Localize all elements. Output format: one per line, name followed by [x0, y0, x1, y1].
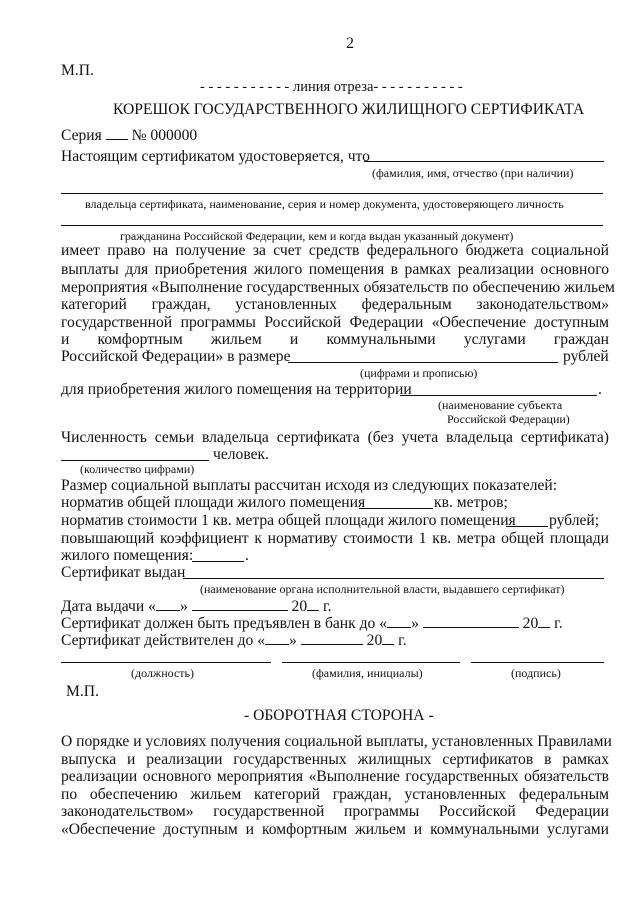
bank-year-field[interactable] — [538, 613, 550, 628]
year-suffix: г. — [323, 598, 332, 615]
issue-month-field[interactable] — [192, 596, 288, 611]
norm-area-field[interactable] — [359, 508, 433, 509]
norm-area-prefix: норматив общей площади жилого помещения — [61, 494, 366, 511]
year-prefix: 20 — [366, 632, 383, 649]
coef-field[interactable] — [192, 561, 244, 562]
year-prefix: 20 — [291, 598, 308, 615]
valid-year-field[interactable] — [382, 630, 394, 645]
year-prefix: 20 — [522, 615, 539, 632]
fio-field[interactable] — [364, 161, 604, 162]
owner-field[interactable] — [61, 193, 603, 194]
body-line: и комфортным жильем и коммунальными услугами граждан — [61, 331, 609, 348]
coef-prefix: жилого помещения: — [61, 547, 194, 564]
hint-quantity: (количество цифрами) — [80, 462, 195, 476]
body-line: мероприятия «Выполнение государственных обязательств по обеспечению жильем — [61, 279, 615, 296]
reverse-title: - ОБОРОТНАЯ СТОРОНА - — [244, 707, 434, 724]
issue-date-label: Дата выдачи « — [61, 598, 156, 615]
bank-day-field[interactable] — [387, 613, 411, 628]
issue-day-field[interactable] — [156, 596, 180, 611]
amount-suffix: рублей — [563, 348, 609, 365]
name-field[interactable] — [282, 662, 460, 663]
hint-issuer: (наименование органа исполнительной власти, выдавшего сертификат) — [200, 582, 565, 596]
issued-label: Сертификат выдан — [61, 564, 186, 581]
reverse-line: по обеспечению жильем категорий граждан, установленных федеральным — [61, 786, 609, 803]
norm-cost-prefix: норматив стоимости 1 кв. метра общей площади жилого помещения — [61, 512, 516, 529]
territory-end: . — [598, 381, 602, 398]
cut-line: - - - - - - - - - - - линия отреза- - - - - - - - - - - — [200, 79, 463, 95]
hint-owner: владельца сертификата, наименование, серия и номер документа, удостоверяющего личность — [85, 197, 564, 211]
valid-month-field[interactable] — [301, 630, 363, 645]
page-number: 2 — [346, 35, 354, 52]
family-line: Численность семьи владельца сертификата (без учета владельца сертификата) — [61, 429, 609, 446]
body-line: государственной программы Российской Федерации «Обеспечение доступным — [61, 314, 609, 331]
norm-cost-suffix: рублей; — [549, 512, 600, 529]
certificate-number: № 000000 — [131, 127, 198, 144]
norm-cost-field[interactable] — [506, 526, 548, 527]
citizen-field[interactable] — [61, 225, 603, 226]
norm-area-suffix: кв. метров; — [434, 494, 508, 511]
quote-close: » — [289, 632, 297, 649]
series-row — [61, 125, 197, 145]
reverse-line: законодательством» государственной программы Российской Федерации — [61, 803, 609, 820]
mp-stamp-top: М.П. — [61, 62, 94, 79]
valid-day-field[interactable] — [265, 630, 289, 645]
family-field[interactable] — [61, 460, 209, 461]
reverse-line: реализации основного мероприятия «Выполнение государственных обязательств — [61, 768, 609, 785]
calc-intro: Размер социальной выплаты рассчитан исходя из следующих показателей: — [61, 477, 558, 494]
valid-date-row — [61, 630, 407, 650]
amount-field[interactable] — [288, 362, 558, 363]
coef-end: . — [245, 547, 249, 564]
series-field[interactable] — [106, 125, 128, 140]
hint-citizen: гражданина Российской Федерации, кем и когда выдан указанный документ) — [120, 229, 514, 243]
bank-label: Сертификат должен быть предъявлен в банк до « — [61, 615, 388, 632]
amount-prefix: Российской Федерации» в размере — [61, 348, 291, 365]
territory-text: для приобретения жилого помещения на территории — [61, 381, 412, 398]
coef-line: повышающий коэффициент к нормативу стоимости 1 кв. метра общей площади — [61, 530, 609, 547]
hint-subject-1: (наименование субъекта — [438, 398, 563, 412]
hint-subject-2: Российской Федерации) — [447, 412, 570, 426]
certify-text: Настоящим сертификатом удостоверяется, что — [61, 148, 370, 165]
issuer-field[interactable] — [183, 578, 604, 579]
quote-close: » — [411, 615, 419, 632]
year-suffix: г. — [398, 632, 407, 649]
bank-month-field[interactable] — [423, 613, 519, 628]
reverse-line: «Обеспечение доступным и комфортным жильем и коммунальными услугами — [61, 821, 609, 838]
family-persons: человек. — [213, 446, 270, 463]
issue-year-field[interactable] — [307, 596, 319, 611]
quote-close: » — [179, 598, 188, 615]
reverse-line: выпуска и реализации государственных жилищных сертификатов в рамках — [61, 751, 609, 768]
series-label: Серия — [61, 127, 102, 144]
mp-stamp-bottom: М.П. — [66, 683, 99, 700]
hint-amount: (цифрами и прописью) — [360, 366, 478, 380]
hint-fio: (фамилия, имя, отчество (при наличии) — [372, 166, 574, 180]
territory-field[interactable] — [400, 395, 597, 396]
signature-field[interactable] — [471, 662, 604, 663]
body-line: имеет право на получение за счет средств федерального бюджета социальной — [61, 242, 609, 259]
stub-title: КОРЕШОК ГОСУДАРСТВЕННОГО ЖИЛИЩНОГО СЕРТИФИКАТА — [113, 101, 585, 118]
sig-name: (фамилия, инициалы) — [312, 666, 423, 680]
reverse-line: О порядке и условиях получения социальной выплаты, установленных Правилами — [61, 733, 612, 750]
body-line: выплаты для приобретения жилого помещения в рамках реализации основного — [61, 261, 609, 278]
valid-label: Сертификат действителен до « — [61, 632, 266, 649]
sig-position: (должность) — [131, 666, 194, 680]
body-line: категорий граждан, установленных федеральным законодательством» — [61, 296, 609, 313]
sig-signature: (подпись) — [511, 666, 561, 680]
year-suffix: г. — [554, 615, 563, 632]
position-field[interactable] — [61, 662, 271, 663]
